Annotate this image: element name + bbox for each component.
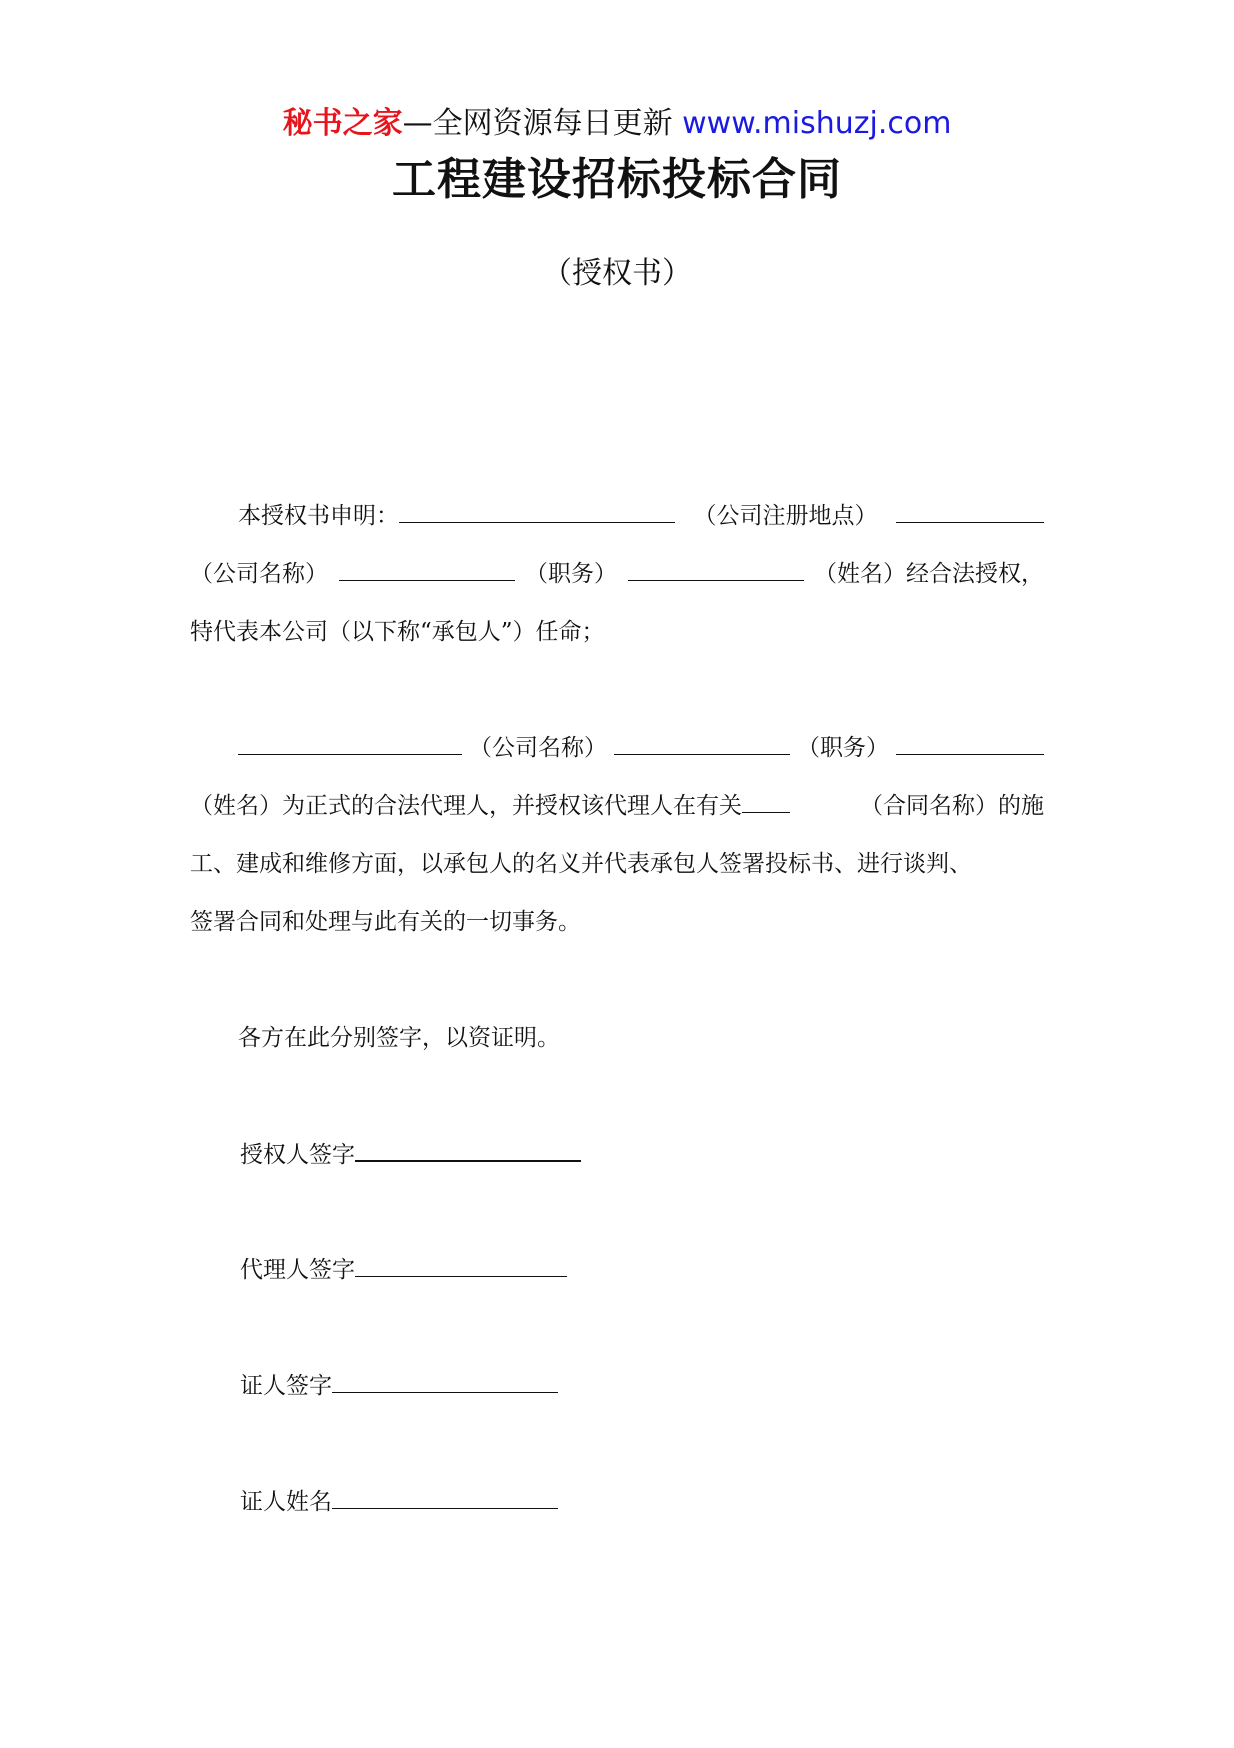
para1-line2 — [190, 558, 1044, 590]
grantor-signature-blank — [355, 1138, 581, 1162]
reg-place-blank — [896, 500, 1044, 523]
witness-signature-label: 证人签字 — [240, 1373, 332, 1399]
witness-name-blank — [332, 1486, 558, 1509]
brand-name: 秘书之家 — [282, 106, 403, 141]
closing-statement: 各方在此分别签字，以资证明。 — [238, 1025, 560, 1051]
grantor-signature-label: 授权人签字 — [240, 1142, 355, 1168]
para1-line1 — [190, 500, 1044, 532]
agent-position-label: （职务） — [797, 735, 889, 761]
name-auth-text: （姓名）经合法授权， — [814, 561, 1044, 587]
document-title: 工程建设招标投标合同 — [392, 154, 842, 205]
witness-signature-blank — [332, 1370, 558, 1393]
agent-name-text: （姓名）为正式的合法代理人，并授权该代理人在有关 — [190, 793, 742, 819]
reg-place-label: （公司注册地点） — [693, 503, 878, 529]
company-blank — [339, 558, 515, 581]
witness-name-row — [240, 1486, 558, 1518]
para2-line1 — [190, 732, 1044, 764]
agent-signature-blank — [355, 1254, 567, 1277]
agent-position-blank — [614, 732, 790, 755]
para2-line3: 工、建成和维修方面，以承包人的名义并代表承包人签署投标书、进行谈判、 — [190, 851, 972, 877]
document-subtitle: （授权书） — [542, 256, 692, 291]
agent-company-blank — [238, 732, 462, 755]
para1-lead: 本授权书申明： — [238, 503, 399, 529]
witness-signature-row — [240, 1370, 558, 1402]
site-header — [0, 104, 1234, 144]
witness-name-label: 证人姓名 — [240, 1489, 332, 1515]
grantor-signature-row — [240, 1138, 581, 1171]
para2-line2 — [190, 790, 1044, 822]
company-label: （公司名称） — [190, 561, 328, 587]
para1-line3: 特代表本公司（以下称“承包人”）任命； — [190, 619, 605, 645]
agent-name-blank — [896, 732, 1044, 755]
para2-line4: 签署合同和处理与此有关的一切事务。 — [190, 909, 581, 935]
agent-signature-row — [240, 1254, 567, 1286]
position-label: （职务） — [525, 561, 617, 587]
registration-blank — [399, 500, 675, 523]
agent-company-label: （公司名称） — [469, 735, 607, 761]
position-blank — [628, 558, 804, 581]
contract-name-text: （合同名称）的施 — [860, 793, 1044, 819]
site-url-link[interactable]: www.mishuzj.com — [682, 106, 952, 141]
contract-name-blank — [742, 790, 790, 813]
agent-signature-label: 代理人签字 — [240, 1257, 355, 1283]
header-tagline: —全网资源每日更新 — [402, 106, 673, 141]
